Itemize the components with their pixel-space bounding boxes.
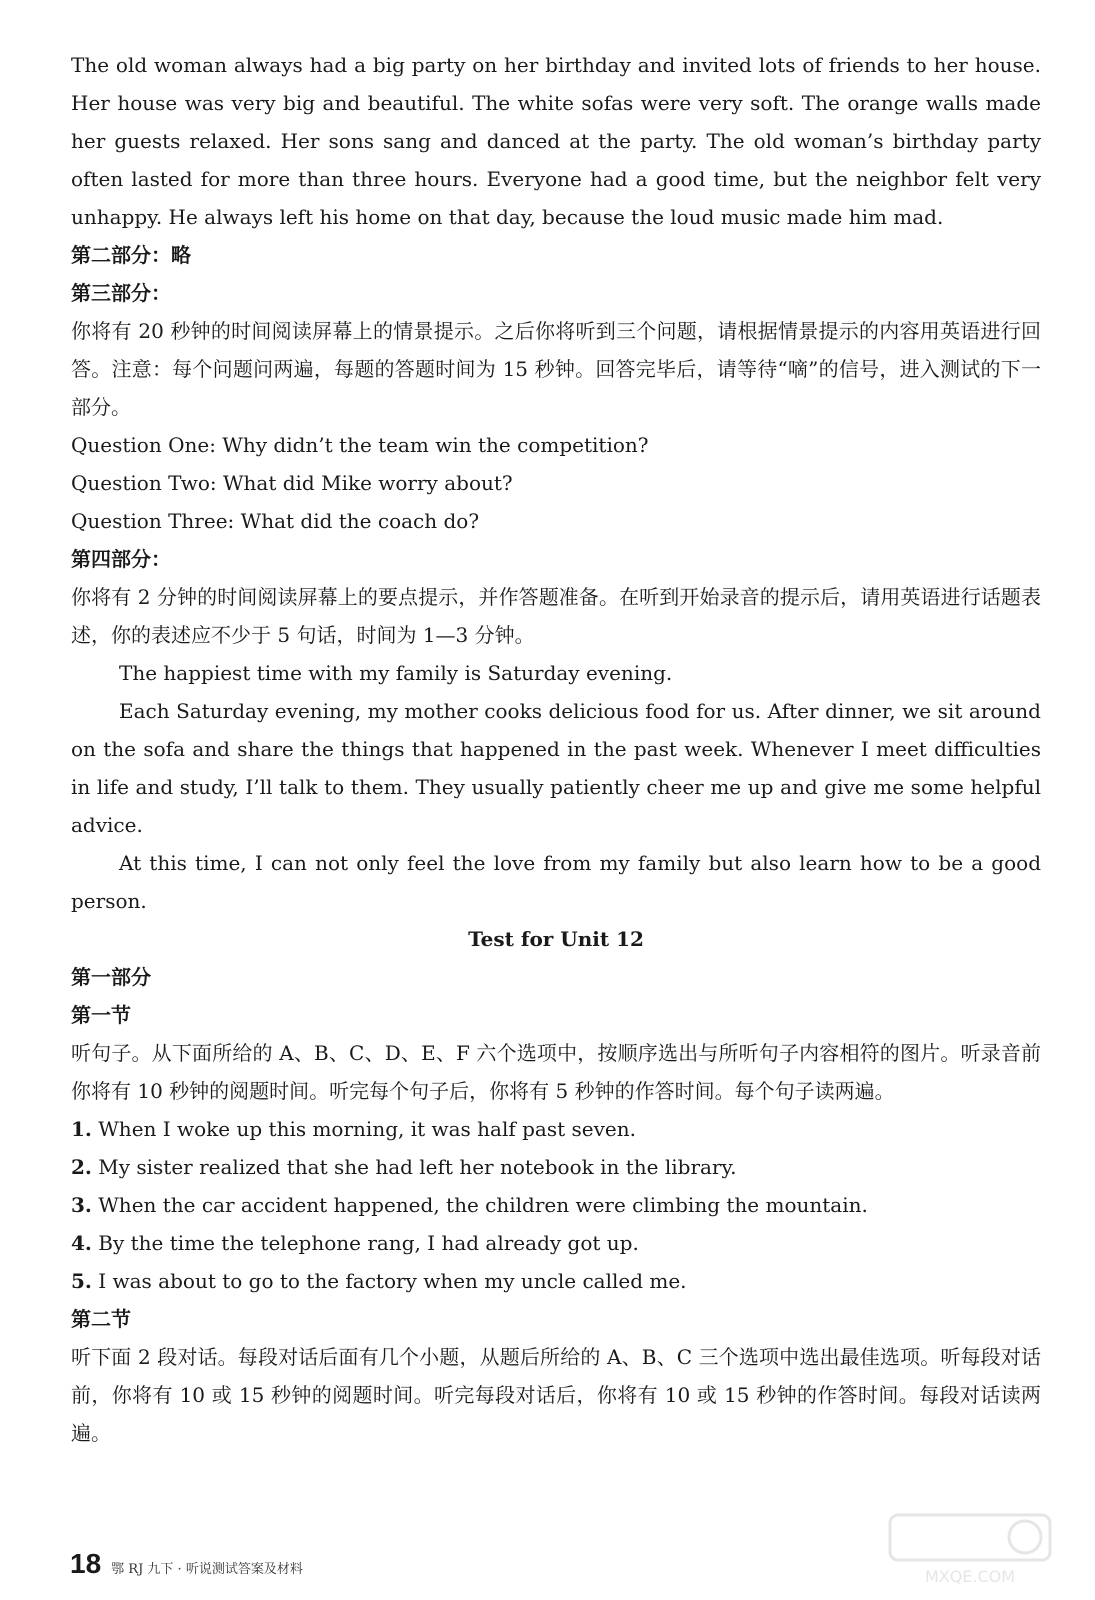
item-number: 2. bbox=[71, 1155, 92, 1179]
part3-instructions: 你将有 20 秒钟的时间阅读屏幕上的情景提示。之后你将听到三个问题，请根据情景提示的内容用英语进行回答。注意：每个问题问两遍，每题的答题时间为 15 秒钟。回答完毕后，请等待“嘀”的信号，进入测试的下一部分。 bbox=[71, 319, 1041, 419]
list-item bbox=[71, 1224, 1041, 1262]
part3-heading: 第三部分： bbox=[71, 281, 171, 305]
item-text: When the car accident happened, the children were climbing the mountain. bbox=[98, 1193, 868, 1217]
item-number: 3. bbox=[71, 1193, 92, 1217]
page-number: 18 bbox=[70, 1548, 102, 1579]
section1-heading: 第一节 bbox=[71, 1003, 131, 1027]
section2-heading: 第二节 bbox=[71, 1307, 131, 1331]
list-item bbox=[71, 1110, 1041, 1148]
section1-part-heading: 第一部分 bbox=[71, 965, 151, 989]
part4-heading: 第四部分： bbox=[71, 547, 171, 571]
list-item bbox=[71, 1148, 1041, 1186]
item-text: When I woke up this morning, it was half past seven. bbox=[98, 1117, 636, 1141]
item-number: 4. bbox=[71, 1231, 92, 1255]
part2-heading: 第二部分：略 bbox=[71, 243, 191, 267]
footer-text: 鄂 RJ 九下 · 听说测试答案及材料 bbox=[111, 1562, 303, 1577]
item-text: By the time the telephone rang, I had already got up. bbox=[98, 1231, 639, 1255]
essay-paragraph: Each Saturday evening, my mother cooks delicious food for us. After dinner, we sit around on the sofa and share the things that happened in the past week. Whenever I meet difficulties in life and study, I’ll talk to them. They usually patiently cheer me up and give me some helpful advice. bbox=[71, 699, 1041, 837]
page-content bbox=[71, 46, 1041, 1452]
section1-instructions: 听句子。从下面所给的 A、B、C、D、E、F 六个选项中，按顺序选出与所听句子内容相符的图片。听录音前你将有 10 秒钟的阅题时间。听完每个句子后，你将有 5 秒钟的作答时间。每个句子读两遍。 bbox=[71, 1041, 1041, 1103]
list-item bbox=[71, 1262, 1041, 1300]
list-item bbox=[71, 1186, 1041, 1224]
part4-instructions: 你将有 2 分钟的时间阅读屏幕上的要点提示，并作答题准备。在听到开始录音的提示后，请用英语进行话题表述，你的表述应不少于 5 句话，时间为 1—3 分钟。 bbox=[71, 585, 1041, 647]
essay-paragraph: The happiest time with my family is Saturday evening. bbox=[119, 661, 673, 685]
item-text: My sister realized that she had left her notebook in the library. bbox=[98, 1155, 737, 1179]
essay-paragraph: At this time, I can not only feel the love from my family but also learn how to be a good person. bbox=[71, 851, 1041, 913]
item-number: 5. bbox=[71, 1269, 92, 1293]
question-one: Question One: Why didn’t the team win the competition? bbox=[71, 433, 649, 457]
test-title: Test for Unit 12 bbox=[468, 927, 644, 951]
watermark-logo bbox=[885, 1510, 1055, 1590]
page-footer bbox=[70, 1548, 303, 1580]
question-three: Question Three: What did the coach do? bbox=[71, 509, 480, 533]
question-two: Question Two: What did Mike worry about? bbox=[71, 471, 513, 495]
top-paragraph: The old woman always had a big party on her birthday and invited lots of friends to her house. Her house was very big and beautiful. The white sofas were very soft. The orange walls made her guests relaxed. Her sons sang and danced at the party. The old woman’s birthday party often lasted for more than three hours. Everyone had a good time, but the neighbor felt very unhappy. He always left his home on that day, because the loud music made him mad. bbox=[71, 53, 1041, 229]
section2-instructions: 听下面 2 段对话。每段对话后面有几个小题，从题后所给的 A、B、C 三个选项中选出最佳选项。听每段对话前，你将有 10 或 15 秒钟的阅题时间。听完每段对话后，你将有 10 或 15 秒钟的作答时间。每段对话读两遍。 bbox=[71, 1345, 1041, 1445]
item-number: 1. bbox=[71, 1117, 92, 1141]
watermark-text: MXQE.COM bbox=[924, 1567, 1016, 1586]
item-text: I was about to go to the factory when my uncle called me. bbox=[98, 1269, 687, 1293]
